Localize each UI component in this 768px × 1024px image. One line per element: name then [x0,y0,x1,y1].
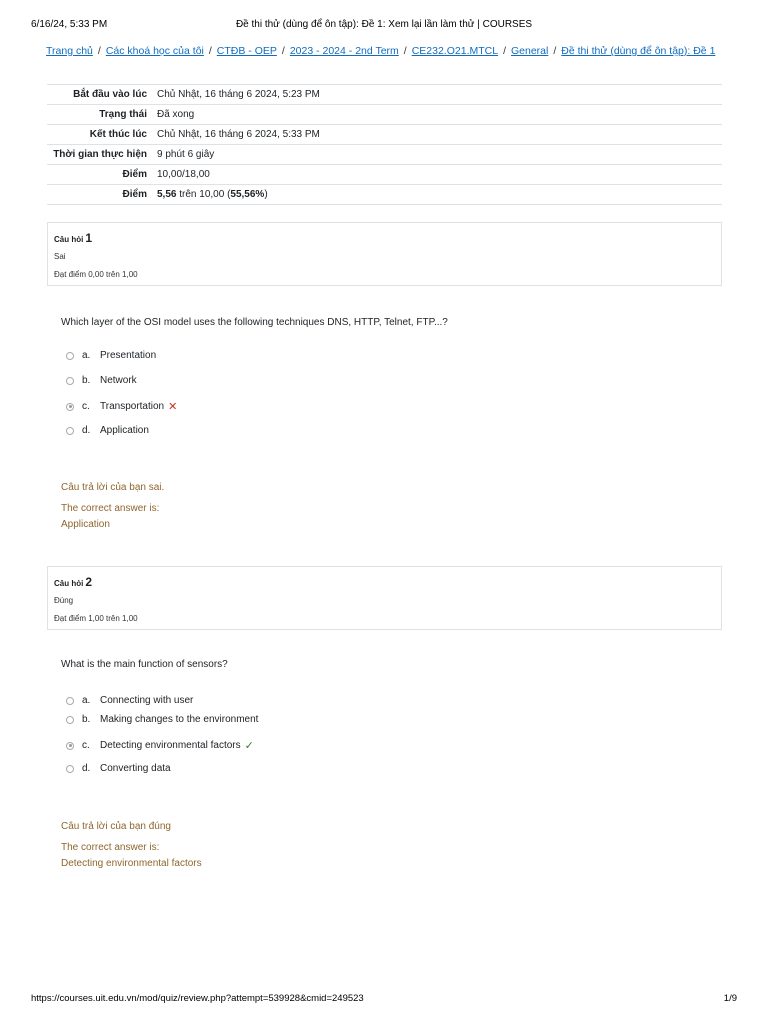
feedback-1 [61,480,164,533]
grade-score: 5,56 [157,189,177,200]
answer-text: Network [100,375,137,386]
breadcrumb-section[interactable]: General [511,45,549,57]
correct-icon: ✓ [244,740,254,752]
radio-button[interactable] [66,716,74,724]
feedback-text: Câu trả lời của bạn sai. [61,482,165,493]
question-number: 2 [85,575,93,589]
question-text-2: What is the main function of sensors? [61,659,228,670]
answer-text: Transportation [100,401,165,412]
breadcrumb-separator: / [208,45,212,57]
answer-text: Converting data [100,763,171,774]
breadcrumb-quiz[interactable]: Đề thi thử (dùng để ôn tập): Đề 1 [561,45,716,57]
summary-value: Chủ Nhật, 16 tháng 6 2024, 5:33 PM [152,125,722,145]
answer-option[interactable] [66,425,149,436]
answer-option[interactable] [66,739,254,752]
answer-letter: c. [82,740,90,751]
grade-end: ) [264,189,268,200]
correct-answer-text: Detecting environmental factors [61,858,202,869]
answer-text: Making changes to the environment [100,714,259,725]
radio-button-selected[interactable] [66,742,74,750]
question-info-2 [47,566,722,630]
print-url: https://courses.uit.edu.vn/mod/quiz/review.php?attempt=539928&cmid=249523 [31,993,364,1004]
summary-value: Chủ Nhật, 16 tháng 6 2024, 5:23 PM [152,85,722,105]
summary-row-grade [47,185,722,205]
answer-text: Application [100,425,149,436]
answer-letter: a. [82,350,91,361]
answer-option[interactable] [66,400,177,413]
print-title: Đề thi thử (dùng để ôn tập): Đề 1: Xem lại lần làm thử | COURSES [235,19,533,30]
question-info-1 [47,222,722,286]
grade-mid: trên 10,00 ( [179,189,231,200]
answer-letter: d. [82,425,91,436]
breadcrumb-separator: / [553,45,557,57]
summary-label: Điểm [47,165,152,185]
answer-option[interactable] [66,763,171,774]
radio-button[interactable] [66,377,74,385]
breadcrumb-course[interactable]: CE232.O21.MTCL [411,45,499,57]
summary-label: Bắt đầu vào lúc [47,85,152,105]
correct-answer-text: Application [61,519,110,530]
print-header [31,19,737,33]
summary-row-completed [47,125,722,145]
answer-letter: c. [82,401,90,412]
breadcrumb-separator: / [403,45,407,57]
feedback-2 [61,819,202,872]
breadcrumb-term[interactable]: 2023 - 2024 - 2nd Term [289,45,399,57]
print-date: 6/16/24, 5:33 PM [31,19,108,30]
grade-percent: 55,56% [230,189,265,200]
breadcrumb-separator: / [281,45,285,57]
breadcrumb [46,45,728,57]
answer-option[interactable] [66,714,258,725]
answer-text: Detecting environmental factors [100,740,241,751]
answer-text: Presentation [100,350,157,361]
answer-letter: b. [82,375,91,386]
breadcrumb-separator: / [97,45,101,57]
answer-letter: a. [82,695,91,706]
summary-label: Kết thúc lúc [47,125,152,145]
summary-row-marks [47,165,722,185]
answer-letter: d. [82,763,91,774]
answer-letter: b. [82,714,91,725]
radio-button[interactable] [66,765,74,773]
summary-value: 9 phút 6 giây [152,145,722,165]
question-grade: Đạt điểm 1,00 trên 1,00 [54,614,138,623]
breadcrumb-separator: / [503,45,506,57]
breadcrumb-home[interactable]: Trang chủ [46,45,93,57]
summary-row-state [47,105,722,125]
radio-button[interactable] [66,697,74,705]
print-page-number: 1/9 [723,993,737,1004]
print-footer [31,993,737,1007]
question-text-1: Which layer of the OSI model uses the following techniques DNS, HTTP, Telnet, FTP...? [61,317,448,328]
breadcrumb-my-courses[interactable]: Các khoá học của tôi [105,45,204,57]
question-grade: Đạt điểm 0,00 trên 1,00 [54,270,138,279]
radio-button[interactable] [66,352,74,360]
attempt-summary-table [47,84,722,205]
answer-text: Connecting with user [100,695,194,706]
answer-option[interactable] [66,350,156,361]
summary-row-started [47,85,722,105]
radio-button[interactable] [66,427,74,435]
correct-answer-label: The correct answer is: [61,842,160,853]
question-label: Câu hỏi [54,235,84,244]
answer-option[interactable] [66,695,193,706]
correct-answer-label: The correct answer is: [61,503,160,514]
breadcrumb-category[interactable]: CTĐB - OEP [216,45,277,57]
summary-value: Đã xong [152,105,722,125]
summary-label: Thời gian thực hiện [47,145,152,165]
incorrect-icon: ✕ [168,401,178,413]
summary-label: Trạng thái [47,105,152,125]
question-number: 1 [85,231,93,245]
radio-button-selected[interactable] [66,403,74,411]
answer-option[interactable] [66,375,137,386]
summary-value: 10,00/18,00 [152,165,722,185]
summary-label: Điểm [47,185,152,205]
question-state: Sai [54,252,66,261]
question-label: Câu hỏi [54,579,84,588]
summary-value [152,185,722,205]
summary-row-time [47,145,722,165]
feedback-text: Câu trả lời của bạn đúng [61,821,171,832]
question-state: Đúng [54,596,74,605]
